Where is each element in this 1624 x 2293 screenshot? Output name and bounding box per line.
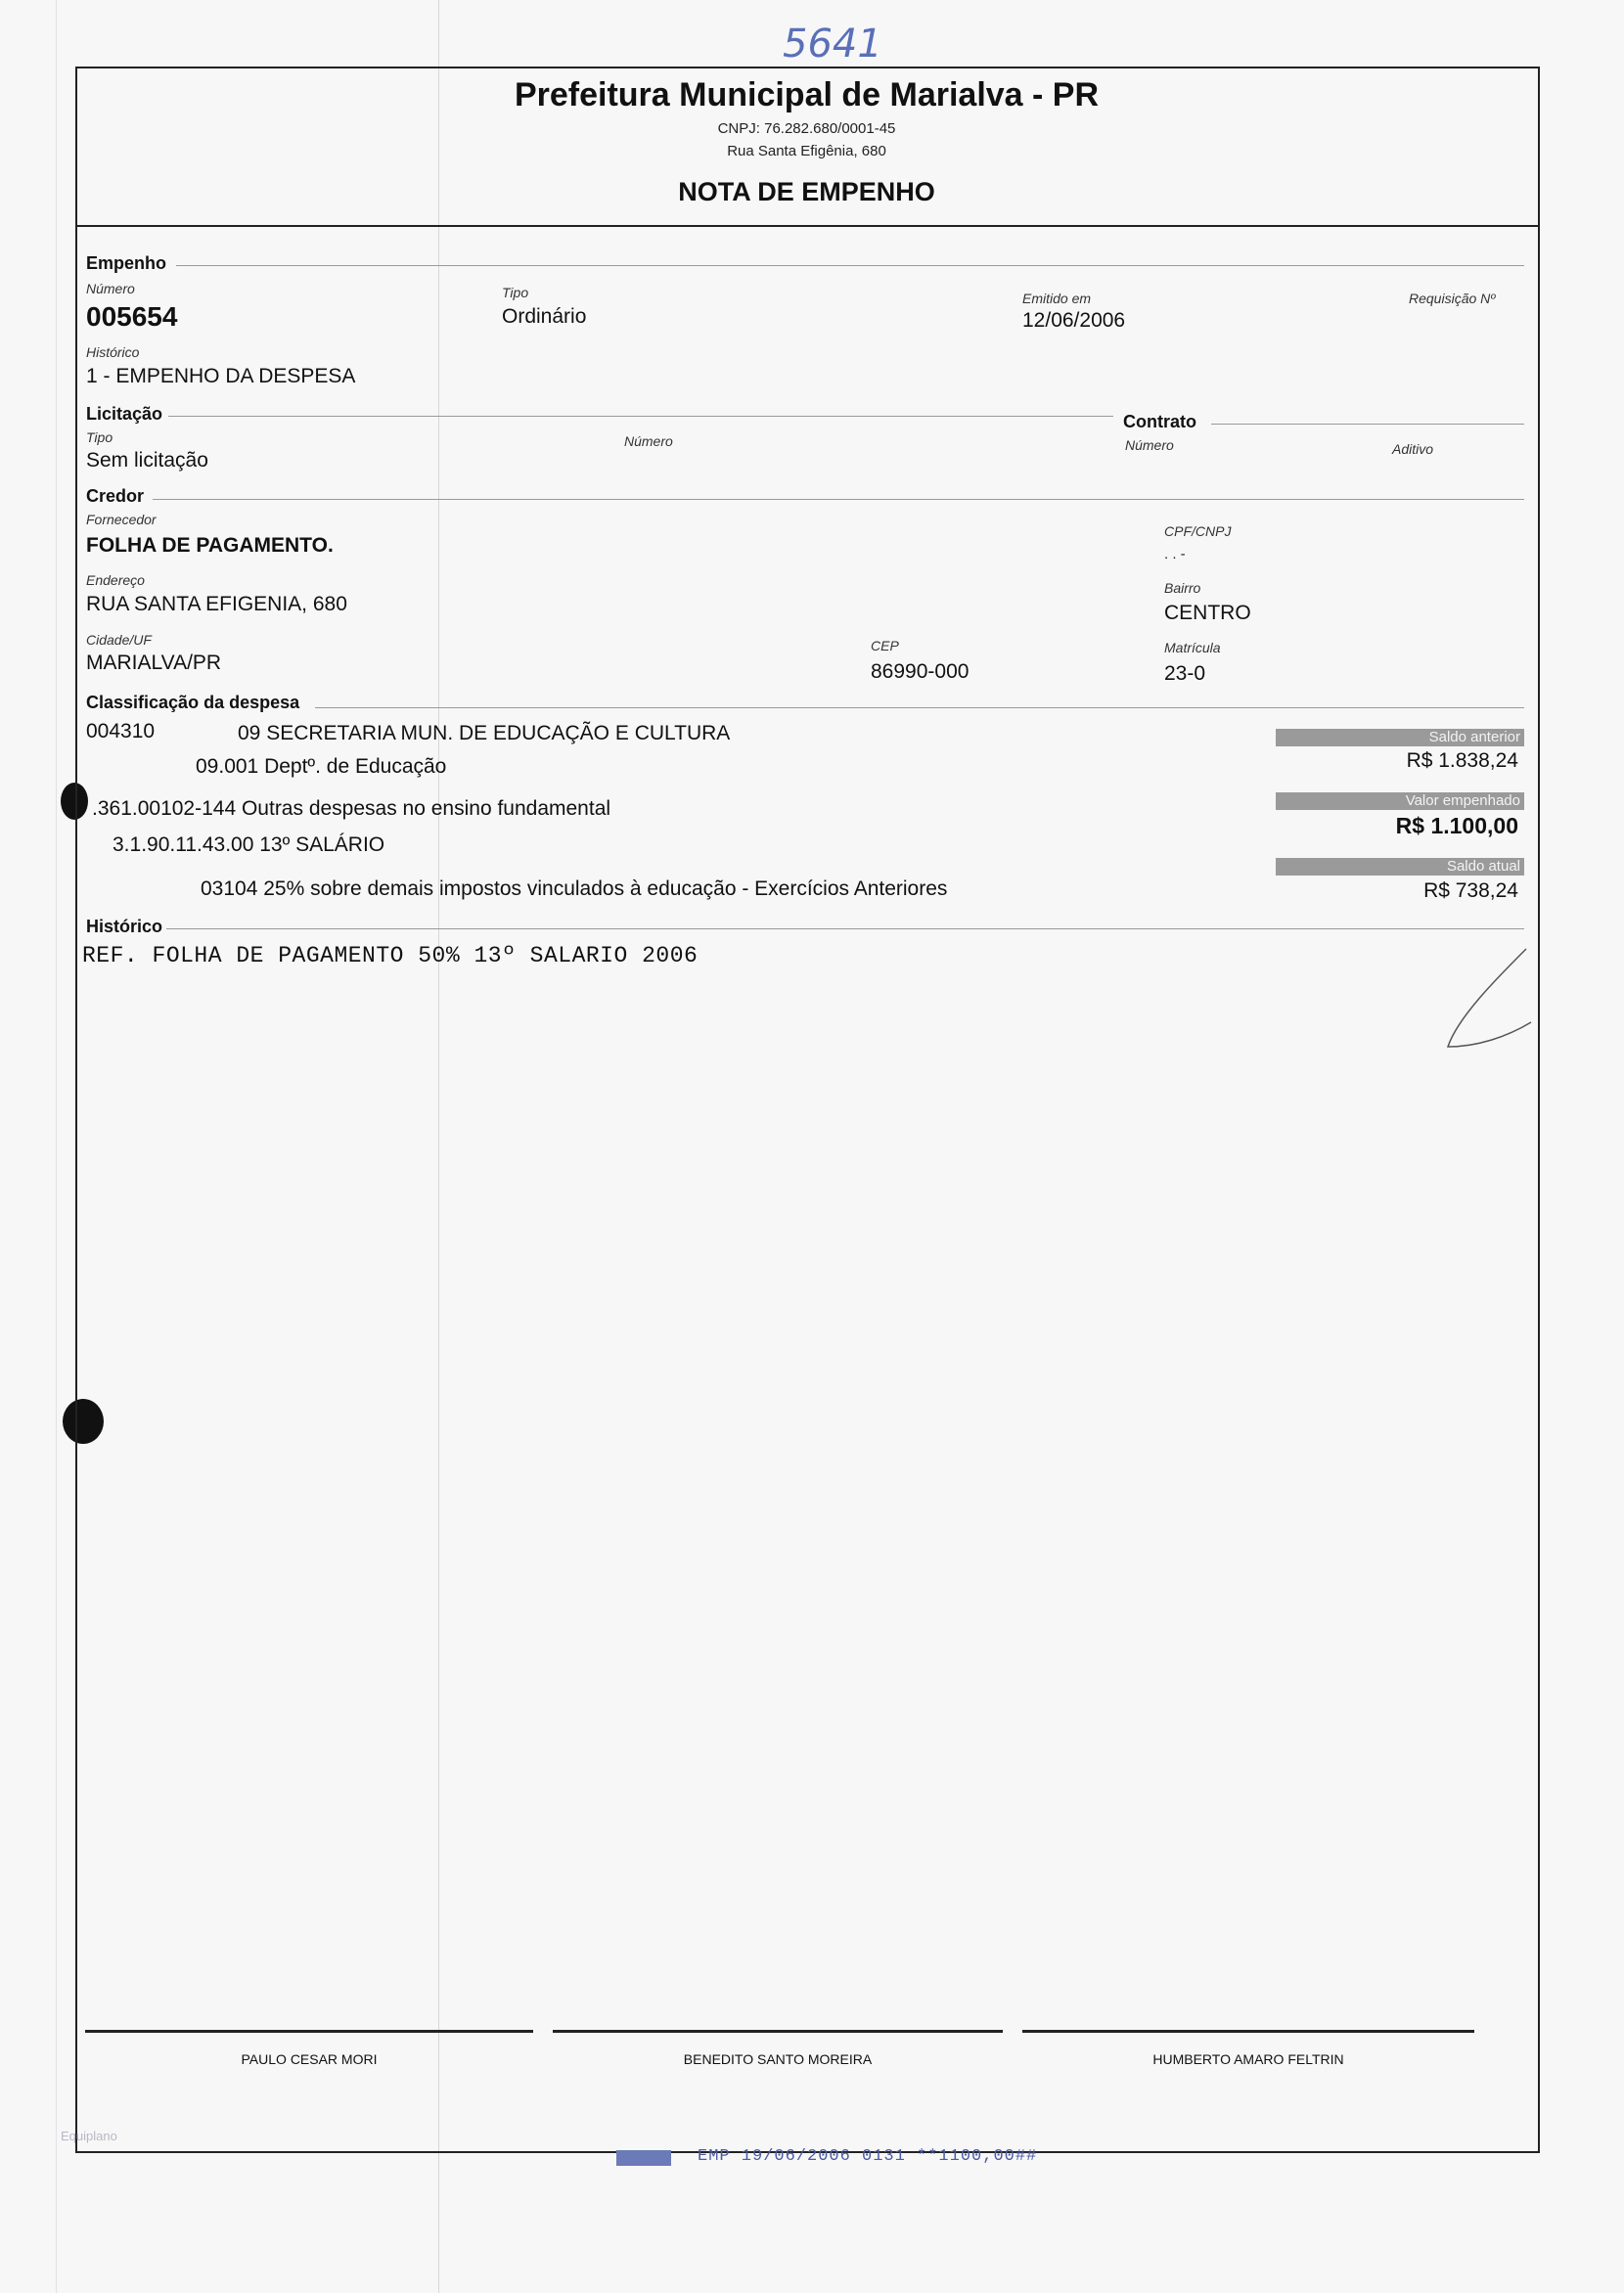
numero-label: Número — [86, 281, 135, 296]
date-stamp: EMP 19/06/2006 0131 **1100,00## — [698, 2147, 1038, 2166]
endereco: RUA SANTA EFIGENIA, 680 — [86, 593, 347, 615]
bairro-label: Bairro — [1164, 580, 1201, 596]
signature-name: BENEDITO SANTO MOREIRA — [683, 2051, 873, 2067]
unidade: 09.001 Deptº. de Educação — [196, 755, 447, 778]
cidade-label: Cidade/UF — [86, 632, 152, 648]
section-rule — [315, 707, 1524, 708]
section-credor: Credor — [86, 486, 145, 506]
cep-label: CEP — [871, 638, 899, 653]
page-title: Prefeitura Municipal de Marialva - PR — [514, 76, 1100, 113]
handwritten-number: 5641 — [783, 22, 882, 67]
fornecedor: FOLHA DE PAGAMENTO. — [86, 534, 334, 557]
section-rule — [168, 416, 1113, 417]
classificacao-code: 004310 — [86, 720, 156, 742]
signature-line — [553, 2030, 1003, 2033]
saldo-anterior: R$ 1.838,24 — [1406, 749, 1518, 772]
requisicao-label: Requisição Nº — [1409, 291, 1496, 306]
fornecedor-label: Fornecedor — [86, 512, 157, 527]
software-footer: Equiplano — [61, 2129, 117, 2143]
orgao: 09 SECRETARIA MUN. DE EDUCAÇÃO E CULTURA — [238, 722, 731, 744]
matricula-label: Matrícula — [1164, 640, 1221, 655]
saldo-atual-label: Saldo atual — [1276, 858, 1524, 876]
cnpj: CNPJ: 76.282.680/0001-45 — [717, 120, 896, 137]
section-rule — [1211, 424, 1524, 425]
valor-empenhado-label: Valor empenhado — [1276, 792, 1524, 810]
empenho-historico: 1 - EMPENHO DA DESPESA — [86, 365, 356, 387]
empenho-numero: 005654 — [86, 301, 178, 332]
cpf-label: CPF/CNPJ — [1164, 523, 1232, 539]
tipo-label: Tipo — [502, 285, 529, 300]
signature-name: HUMBERTO AMARO FELTRIN — [1152, 2051, 1344, 2067]
licitacao-tipo-label: Tipo — [86, 429, 113, 445]
historico-text: REF. FOLHA DE PAGAMENTO 50% 13º SALARIO 2006 — [82, 943, 699, 968]
bairro: CENTRO — [1164, 602, 1251, 624]
section-classificacao: Classificação da despesa — [86, 693, 300, 712]
document-title: NOTA DE EMPENHO — [678, 177, 935, 206]
section-rule — [166, 928, 1524, 929]
signature-line — [1022, 2030, 1474, 2033]
empenho-tipo: Ordinário — [502, 305, 587, 328]
signature-line — [85, 2030, 533, 2033]
pen-mark — [1438, 939, 1536, 1057]
licitacao-tipo: Sem licitação — [86, 449, 208, 472]
saldo-anterior-label: Saldo anterior — [1276, 729, 1524, 746]
section-licitacao: Licitação — [86, 404, 163, 424]
endereco-label: Endereço — [86, 572, 145, 588]
licitacao-numero-label: Número — [624, 433, 673, 449]
recurso: 03104 25% sobre demais impostos vinculados à educação - Exercícios Anteriores — [201, 877, 948, 900]
cpf-value: . . - — [1164, 546, 1186, 562]
elemento: 3.1.90.11.43.00 13º SALÁRIO — [113, 833, 385, 856]
section-contrato: Contrato — [1123, 412, 1196, 431]
section-historico: Histórico — [86, 917, 163, 936]
scan-streak — [56, 0, 57, 2293]
address: Rua Santa Efigênia, 680 — [727, 143, 886, 159]
emitido-label: Emitido em — [1022, 291, 1092, 306]
funcional: .361.00102-144 Outras despesas no ensino fundamental — [92, 797, 611, 820]
stamp-mark — [616, 2150, 671, 2166]
contrato-numero-label: Número — [1125, 437, 1174, 453]
matricula: 23-0 — [1164, 662, 1206, 685]
section-empenho: Empenho — [86, 253, 167, 273]
section-rule — [176, 265, 1524, 266]
header-divider — [75, 225, 1538, 227]
historico-label: Histórico — [86, 344, 140, 360]
header — [75, 76, 1538, 207]
signature-name: PAULO CESAR MORI — [241, 2051, 378, 2067]
valor-empenhado: R$ 1.100,00 — [1395, 813, 1518, 838]
aditivo-label: Aditivo — [1392, 441, 1434, 457]
cep: 86990-000 — [871, 660, 970, 683]
emitido-date: 12/06/2006 — [1022, 309, 1126, 332]
saldo-atual: R$ 738,24 — [1423, 879, 1518, 902]
cidade: MARIALVA/PR — [86, 652, 222, 674]
section-rule — [153, 499, 1524, 500]
